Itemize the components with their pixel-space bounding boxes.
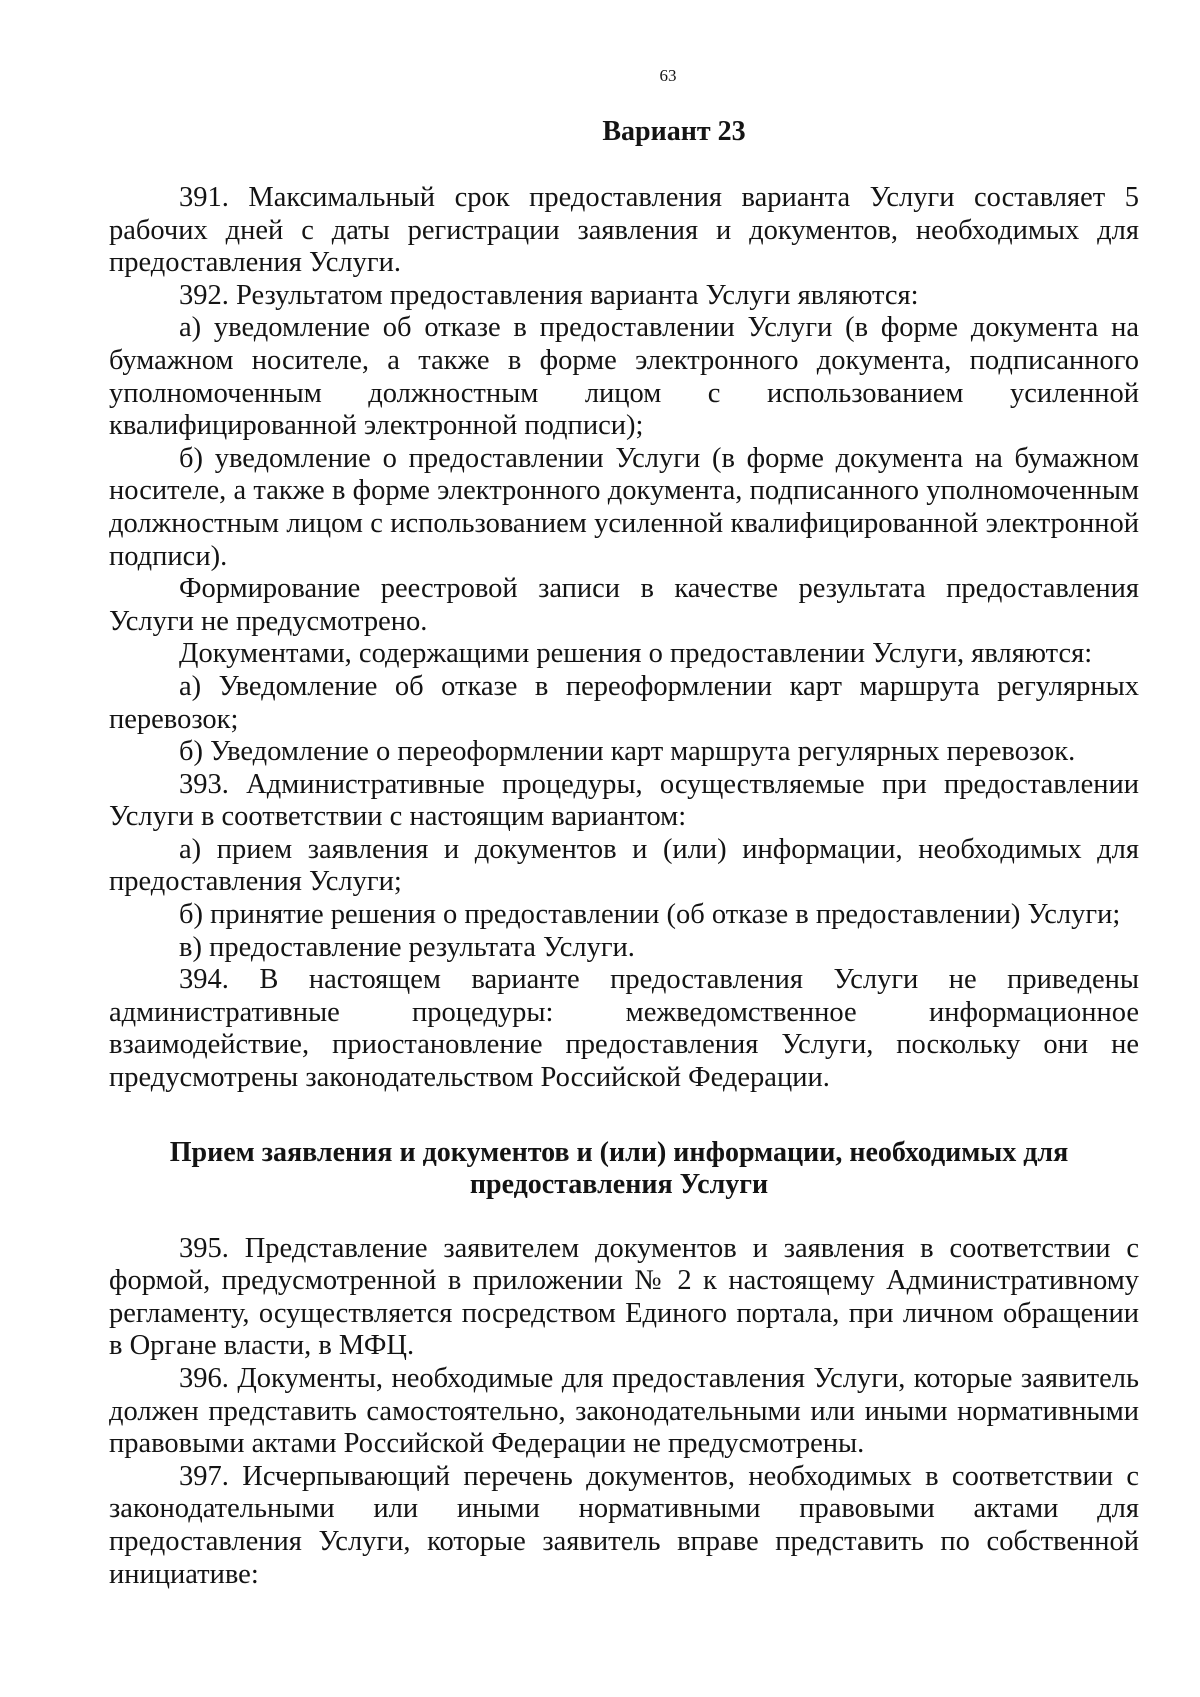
paragraph-registry: Формирование реестровой записи в качестве результата предоставления Услуги не предусмотрено.: [109, 573, 1139, 637]
paragraph-395: 395. Представление заявителем документов и заявления в соответствии с формой, предусмотренной в приложении № 2 к настоящему Административному регламенту, осуществляется посредством Единого портала, при личном обращении в Органе власти, в МФЦ.: [109, 1232, 1139, 1362]
variant-title: Вариант 23: [602, 116, 746, 147]
paragraph-394: 394. В настоящем варианте предоставления Услуги не приведены административные процедуры: межведомственное информационное взаимодействие, приостановление предоставления Услуги, поскольку они не предусмотрены законодательством Российской Федерации.: [109, 964, 1139, 1094]
paragraph-392-b: б) уведомление о предоставлении Услуги (в форме документа на бумажном носителе, а также в форме электронного документа, подписанного уполномоченным должностным лицом с использованием усиленной квалифицированной электронной подписи).: [109, 442, 1139, 572]
section-title: Прием заявления и документов и (или) информации, необходимых для предоставления Услуги: [169, 1136, 1069, 1200]
paragraph-393-c: в) предоставление результата Услуги.: [179, 931, 635, 963]
paragraph-393-b: б) принятие решения о предоставлении (об отказе в предоставлении) Услуги;: [179, 899, 1121, 931]
document-page: [109, 66, 1139, 1591]
paragraph-decision-docs-a: а) Уведомление об отказе в переоформлении карт маршрута регулярных перевозок;: [109, 670, 1139, 735]
paragraph-393: 393. Административные процедуры, осуществляемые при предоставлении Услуги в соответствии с настоящим вариантом:: [109, 768, 1139, 833]
paragraph-391: 391. Максимальный срок предоставления варианта Услуги составляет 5 рабочих дней с даты регистрации заявления и документов, необходимых для предоставления Услуги.: [109, 182, 1139, 279]
paragraph-397: 397. Исчерпывающий перечень документов, необходимых в соответствии с законодательными или иными нормативными правовыми актами для предоставления Услуги, которые заявитель вправе представить по собственной инициативе:: [109, 1460, 1139, 1590]
page-number: 63: [659, 66, 677, 85]
paragraph-392: 392. Результатом предоставления варианта Услуги являются:: [179, 279, 919, 311]
paragraph-396: 396. Документы, необходимые для предоставления Услуги, которые заявитель должен представить самостоятельно, законодательными или иными нормативными правовыми актами Российской Федерации не предусмотрены.: [109, 1363, 1139, 1460]
paragraph-decision-docs-b: б) Уведомление о переоформлении карт маршрута регулярных перевозок.: [179, 736, 1076, 768]
paragraph-392-a: а) уведомление об отказе в предоставлении Услуги (в форме документа на бумажном носителе, а также в форме электронного документа, подписанного уполномоченным должностным лицом с использованием усиленной квалифицированной электронной подписи);: [109, 312, 1139, 442]
paragraph-decision-docs: Документами, содержащими решения о предоставлении Услуги, являются:: [179, 638, 1093, 670]
paragraph-393-a: а) прием заявления и документов и (или) информации, необходимых для предоставления Услуги;: [109, 833, 1139, 898]
